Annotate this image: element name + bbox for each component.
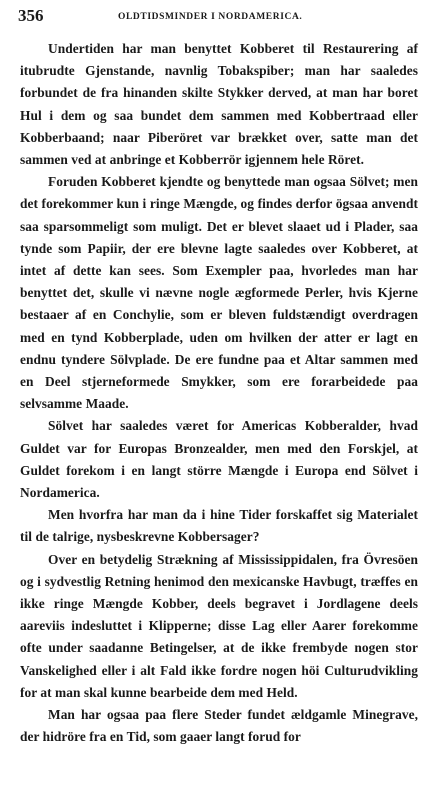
paragraph: Foruden Kobberet kjendte og benyttede man ogsaa Sölvet; men det forekommer kun i ringe Mængde, og findes derfor ögsaa anvendt saa sparsommeligt som muligt. Det er blevet slaaet ud i Plader, saa tynde som Papiir, der ere blevne lagte saaledes over Kobberet, at intet af dette kan sees. Som Exempler paa, hvorledes man har benyttet det, skulle vi nævne nogle ægformede Perler, hvis Kjerne bestaaer af en Conchylie, som er bleven fuldstændigt overdragen med en tynd Kobberplade, uden om hvilken der atter er lagt en endnu tyndere Sölvplade. De ere fundne paa et Altar sammen med en Deel stjerneformede Smykker, som ere forarbeidede paa selvsamme Maade. bbox=[20, 174, 418, 412]
running-title: OLDTIDSMINDER I NORDAMERICA. bbox=[118, 12, 303, 22]
page-header bbox=[18, 6, 430, 30]
paragraph: Sölvet har saaledes været for Americas Kobberalder, hvad Guldet var for Europas Bronzealder, men med den Forskjel, at Guldet forekom i en langt större Mængde i Europa end Sölvet i Nordamerica. bbox=[20, 418, 418, 501]
body-text bbox=[20, 38, 418, 749]
paragraph: Undertiden har man benyttet Kobberet til Restaurering af itubrudte Gjenstande, navnlig Tobakspiber; man har saaledes forbundet de fra hinanden skilte Stykker derved, at man har boret Hul i dem og saa bundet dem sammen med Kobbertraad eller Kobberbaand; naar Piberöret var brækket over, satte man det sammen ved at anbringe et Kobberrör igjennem hele Röret. bbox=[20, 41, 418, 168]
paragraph: Man har ogsaa paa flere Steder fundet ældgamle Minegrave, der hidröre fra en Tid, som gaaer langt forud for bbox=[20, 707, 418, 745]
paragraph: Men hvorfra har man da i hine Tider forskaffet sig Materialet til de talrige, nysbeskrevne Kobbersager? bbox=[20, 507, 418, 545]
page-number: 356 bbox=[18, 6, 44, 25]
paragraph: Over en betydelig Strækning af Mississippidalen, fra Övresöen og i sydvestlig Retning henimod den mexicanske Havbugt, træffes en ikke ringe Mængde Kobber, deels begravet i Jordlagene deels aareviis indesluttet i Klipperne; disse Lag eller Aarer forekomme ofte under saadanne Betingelser, at de ikke frembyde nogen stor Vanskelighed eller i alt Fald ikke fordre nogen höi Culturudvikling for at man skal kunne bearbeide dem med Held. bbox=[20, 551, 418, 700]
